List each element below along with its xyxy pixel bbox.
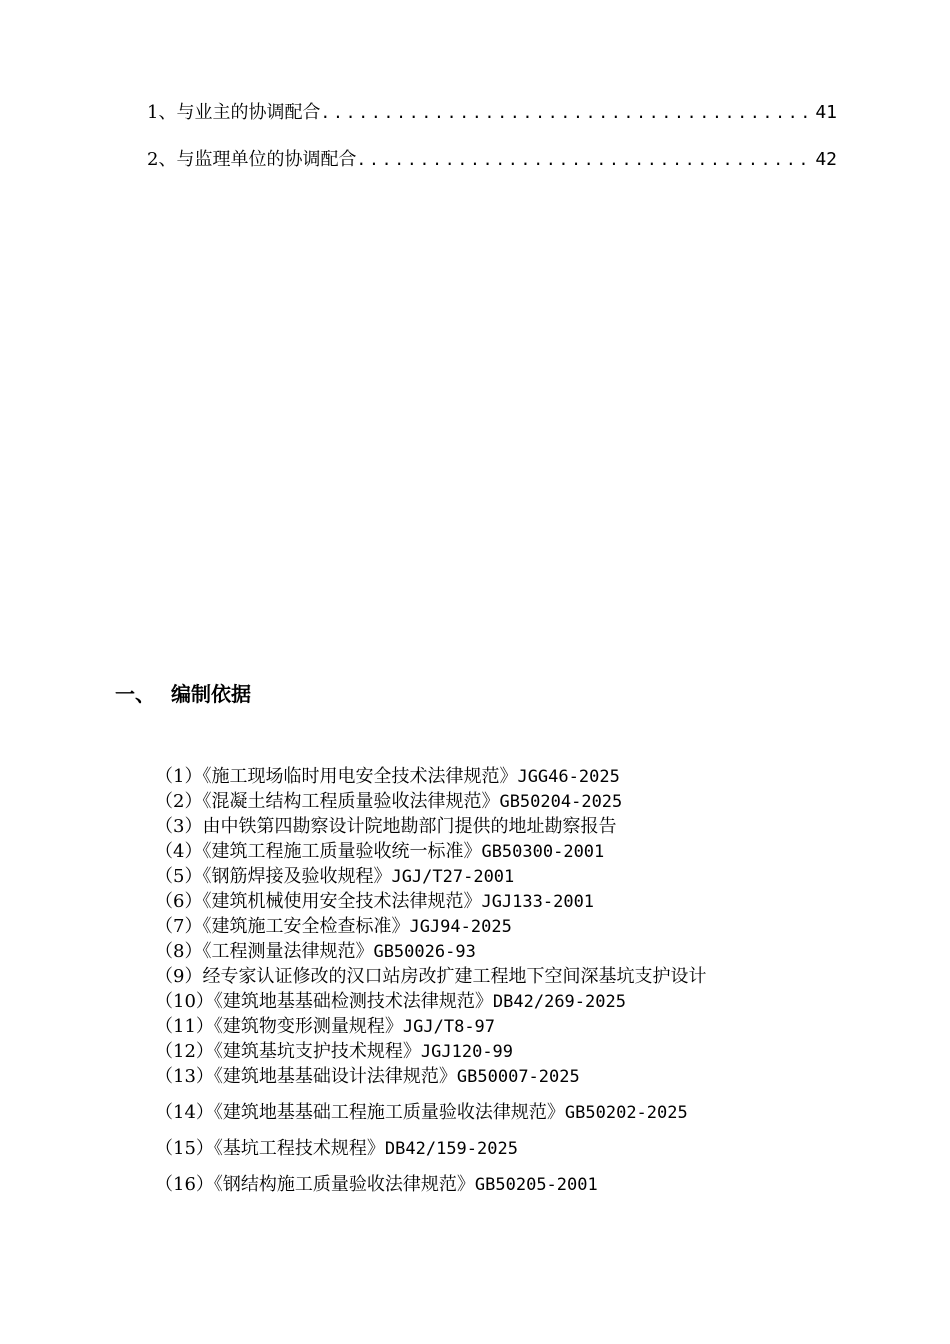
reference-code: GB50300-2001 xyxy=(481,842,605,862)
reference-title: 《钢结构施工质量验收法律规范》 xyxy=(213,1174,475,1195)
table-of-contents xyxy=(147,98,837,192)
reference-item xyxy=(155,964,855,989)
reference-item xyxy=(155,939,855,964)
reference-title: 由中铁第四勘察设计院地勘部门提供的地址勘察报告 xyxy=(202,816,617,837)
reference-number: （2） xyxy=(155,791,203,812)
reference-title: 《混凝土结构工程质量验收法律规范》 xyxy=(202,791,500,812)
section-number: 一、 xyxy=(115,682,155,706)
reference-title: 经专家认证修改的汉口站房改扩建工程地下空间深基坑支护设计 xyxy=(202,966,707,987)
reference-code: JGJ/T8-97 xyxy=(402,1017,496,1037)
reference-item xyxy=(155,989,855,1014)
reference-item xyxy=(155,1064,855,1089)
reference-number: （4） xyxy=(155,841,203,862)
reference-item xyxy=(155,839,855,864)
reference-code: GB50202-2025 xyxy=(564,1103,688,1123)
toc-entry-page: 42 xyxy=(815,149,837,170)
reference-number: （1） xyxy=(155,766,203,787)
reference-title: 《建筑地基基础检测技术法律规范》 xyxy=(213,991,493,1012)
reference-item xyxy=(155,864,855,889)
reference-title: 《建筑基坑支护技术规程》 xyxy=(213,1041,421,1062)
reference-item xyxy=(155,1089,855,1125)
toc-leader-dots xyxy=(356,145,813,175)
reference-number: （5） xyxy=(155,866,203,887)
reference-code: JGJ120-99 xyxy=(420,1042,514,1062)
reference-number: （11） xyxy=(155,1016,214,1037)
reference-number: （7） xyxy=(155,916,203,937)
reference-item xyxy=(155,789,855,814)
reference-code: GB50007-2025 xyxy=(456,1067,580,1087)
reference-code: GB50026-93 xyxy=(373,942,476,962)
reference-code: JGG46-2025 xyxy=(517,767,620,787)
reference-item xyxy=(155,1014,855,1039)
reference-title: 《建筑工程施工质量验收统一标准》 xyxy=(202,841,482,862)
reference-title: 《工程测量法律规范》 xyxy=(202,941,374,962)
toc-entry[interactable] xyxy=(147,145,837,192)
reference-code: DB42/159-2025 xyxy=(384,1139,518,1159)
reference-number: （10） xyxy=(155,991,214,1012)
reference-title: 《施工现场临时用电安全技术法律规范》 xyxy=(202,766,518,787)
reference-title: 《建筑地基基础设计法律规范》 xyxy=(213,1066,457,1087)
reference-item xyxy=(155,1125,855,1161)
reference-code: JGJ94-2025 xyxy=(409,917,512,937)
reference-number: （15） xyxy=(155,1138,214,1159)
reference-title: 《建筑地基基础工程施工质量验收法律规范》 xyxy=(213,1102,565,1123)
reference-code: JGJ133-2001 xyxy=(481,892,595,912)
reference-item xyxy=(155,1039,855,1064)
reference-code: GB50205-2001 xyxy=(474,1175,598,1195)
toc-entry[interactable] xyxy=(147,98,837,145)
reference-item xyxy=(155,814,855,839)
reference-code: DB42/269-2025 xyxy=(492,992,626,1012)
reference-number: （9） xyxy=(155,966,203,987)
toc-entry-label: 2、与监理单位的协调配合 xyxy=(147,149,357,170)
reference-item xyxy=(155,889,855,914)
reference-number: （8） xyxy=(155,941,203,962)
reference-number: （6） xyxy=(155,891,203,912)
reference-code: GB50204-2025 xyxy=(499,792,623,812)
reference-item xyxy=(155,914,855,939)
reference-title: 《建筑施工安全检查标准》 xyxy=(202,916,410,937)
reference-item xyxy=(155,1161,855,1197)
reference-item xyxy=(155,764,855,789)
toc-entry-label: 1、与业主的协调配合 xyxy=(147,102,321,123)
reference-number: （13） xyxy=(155,1066,214,1087)
reference-list xyxy=(155,764,855,1197)
section-title: 编制依据 xyxy=(171,682,251,706)
reference-code: JGJ/T27-2001 xyxy=(391,867,515,887)
reference-number: （12） xyxy=(155,1041,214,1062)
toc-leader-dots xyxy=(320,98,813,128)
reference-number: （14） xyxy=(155,1102,214,1123)
reference-title: 《钢筋焊接及验收规程》 xyxy=(202,866,392,887)
section-heading xyxy=(115,679,251,709)
reference-number: （16） xyxy=(155,1174,214,1195)
toc-entry-page: 41 xyxy=(815,102,837,123)
reference-title: 《建筑物变形测量规程》 xyxy=(213,1016,403,1037)
reference-title: 《基坑工程技术规程》 xyxy=(213,1138,385,1159)
reference-title: 《建筑机械使用安全技术法律规范》 xyxy=(202,891,482,912)
reference-number: （3） xyxy=(155,816,203,837)
